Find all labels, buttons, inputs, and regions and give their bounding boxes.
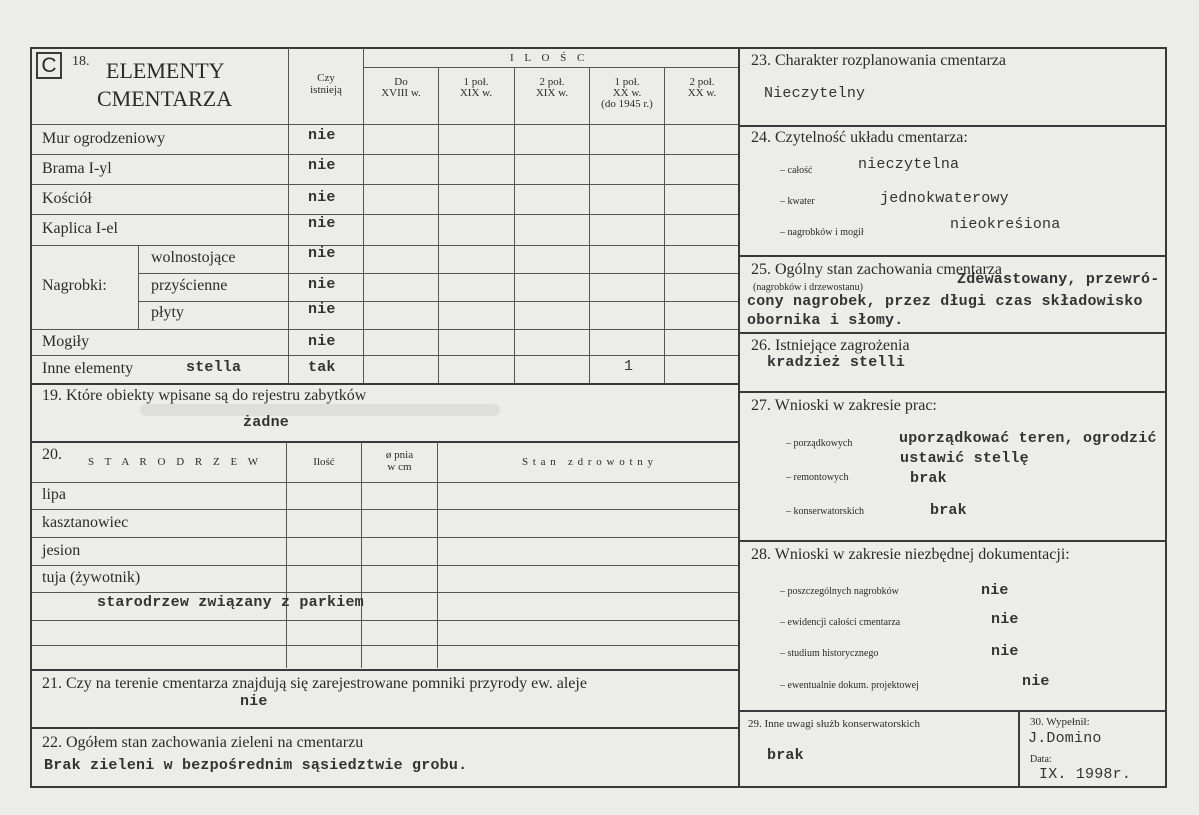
ilosc-trees-header: Ilość [313,456,335,468]
czy-istnieja-header-line1: Czy [317,72,335,84]
starodrzew-note: starodrzew związany z parkiem [97,594,364,611]
period-header-4-line1: 1 poł. [614,76,640,88]
section-25-value-line3: obornika i słomy. [747,312,904,329]
inne-elementy-value: tak [308,359,336,376]
czytelnosc-kwater-label: – kwater [780,196,815,207]
section-25-value-line2: cony nagrobek, przez długi czas składowisko [747,293,1143,310]
section-19-label: 19. Które obiekty wpisane są do rejestru zabytków [42,387,367,404]
mogily-value: nie [308,333,336,350]
grid-line [32,355,738,356]
tree-jesion: jesion [42,542,81,559]
section-18-title-line1: ELEMENTY [106,58,225,83]
dokumentacja-nagrobkow-label: – poszczególnych nagrobków [780,586,899,597]
section-23-value: Nieczytelny [764,85,866,102]
dokumentacja-ewidencji-value: nie [991,611,1019,628]
section-18-number: 18. [72,54,90,69]
stan-zdrowotny-header: S t a n z d r o w o t n y [521,456,655,468]
row-label-brama: Brama I-yl [42,160,112,177]
nagrobki-label: Nagrobki: [42,277,107,294]
grid-line [32,482,738,483]
ilosc-header: I L O Ś C [510,52,589,64]
section-border [739,125,1166,127]
wnioski-remontowych-value: brak [910,470,947,487]
grid-line [361,442,362,668]
section-border [739,391,1166,393]
row-value-brama: nie [308,157,336,174]
section-18-title-line2: CMENTARZA [97,86,233,111]
czytelnosc-nagrobkow-value: nieokreśiona [950,216,1061,233]
grid-line [437,442,438,668]
grid-line [286,442,287,668]
section-border [32,727,738,729]
grid-line [32,124,738,125]
section-border [32,383,738,385]
grid-line [288,48,289,384]
section-19-value: żadne [243,414,290,431]
dokumentacja-nagrobkow-value: nie [981,582,1009,599]
grid-line [32,645,738,646]
section-21-value: nie [240,693,268,710]
wnioski-remontowych-label: – remontowych [786,472,849,483]
section-24-label: 24. Czytelność układu cmentarza: [751,129,968,146]
section-border [739,710,1166,712]
tree-tuja: tuja (żywotnik) [42,569,141,586]
wypelnil-name: J.Domino [1028,730,1102,747]
wnioski-konserwatorskich-value: brak [930,502,967,519]
row-value-kosciol: nie [308,189,336,206]
period-header-3-line1: 2 poł. [539,76,565,88]
inne-elementy-label: Inne elementy [42,360,134,377]
grid-line [138,301,738,302]
dokumentacja-ewidencji-label: – ewidencji całości cmentarza [780,617,901,628]
dokumentacja-projektowej-label: – ewentualnie dokum. projektowej [780,680,919,691]
wnioski-konserwatorskich-label: – konserwatorskich [786,506,865,517]
nagrobki-wolnostojace-value: nie [308,245,336,262]
period-header-2-line2: XIX w. [459,87,493,99]
dokumentacja-studium-value: nie [991,643,1019,660]
nagrobki-plyty-label: płyty [151,304,184,321]
wnioski-porzadkowych-label: – porządkowych [786,438,853,449]
nagrobki-przyscienne-value: nie [308,276,336,293]
grid-line [32,509,738,510]
grid-line [138,273,738,274]
nagrobki-wolnostojace-label: wolnostojące [151,249,236,266]
section-border [32,441,738,443]
czytelnosc-calosc-label: – całość [780,165,813,176]
grid-line [32,565,738,566]
data-value: IX. 1998r. [1039,766,1132,783]
section-25-sub: (nagrobków i drzewostanu) [753,282,863,293]
grid-line [32,620,738,621]
data-label: Data: [1030,754,1052,765]
section-border [739,255,1166,257]
grid-line [138,245,139,329]
period-header-1-line1: Do [394,76,408,88]
grid-line [32,592,738,593]
section-border [739,332,1166,334]
grid-line [32,154,738,155]
section-26-value: kradzież stelli [767,354,906,371]
row-value-kaplica: nie [308,215,336,232]
section-27-label: 27. Wnioski w zakresie prac: [751,397,937,414]
section-22-label: 22. Ogółem stan zachowania zieleni na cmentarzu [42,734,364,751]
grid-line [589,68,590,384]
starodrzew-header: S T A R O D R Z E W [88,456,263,468]
grid-line [32,537,738,538]
row-label-kosciol: Kościół [42,190,92,207]
column-divider [1018,711,1020,788]
inne-elementy-count: 1 [624,358,634,375]
row-value-mur: nie [308,127,336,144]
section-25-value-line1: Zdewastowany, przewró- [957,271,1160,288]
czytelnosc-nagrobkow-label: – nagrobków i mogił [780,227,864,238]
inne-elementy-typed: stella [186,359,242,376]
redaction-smudge [140,404,500,416]
section-29-label: 29. Inne uwagi służb konserwatorskich [748,718,920,730]
pnia-header-line1: ø pnia [385,449,414,461]
period-header-5-line2: XX w. [687,87,717,99]
dokumentacja-studium-label: – studium historycznego [780,648,879,659]
czy-istnieja-header-line2: istnieją [310,84,342,96]
section-29-value: brak [767,747,804,764]
period-header-3-line2: XIX w. [535,87,569,99]
section-20-number: 20. [42,446,62,463]
section-28-label: 28. Wnioski w zakresie niezbędnej dokumentacji: [751,546,1070,563]
period-header-4-line3: (do 1945 r.) [601,98,653,110]
row-label-mur: Mur ogrodzeniowy [42,130,166,147]
grid-line [363,67,738,68]
dokumentacja-projektowej-value: nie [1022,673,1050,690]
tree-kasztanowiec: kasztanowiec [42,514,129,531]
section-26-label: 26. Istniejące zagrożenia [751,337,910,354]
section-23-label: 23. Charakter rozplanowania cmentarza [751,52,1006,69]
czytelnosc-calosc-value: nieczytelna [858,156,960,173]
period-header-4-line2: XX w. [612,87,642,99]
section-letter-box: C [36,52,62,79]
section-30-label: 30. Wypełnił: [1030,716,1090,728]
tree-lipa: lipa [42,486,66,503]
period-header-2-line1: 1 poł. [463,76,489,88]
grid-line [32,329,738,330]
period-header-5-line1: 2 poł. [689,76,715,88]
section-border [32,669,738,671]
mogily-label: Mogiły [42,333,90,350]
grid-line [438,68,439,384]
grid-line [664,68,665,384]
grid-line [32,214,738,215]
section-border [739,540,1166,542]
wnioski-porzadkowych-value-line1: uporządkować teren, ogrodzić [899,430,1157,447]
nagrobki-przyscienne-label: przyścienne [151,277,228,294]
nagrobki-plyty-value: nie [308,301,336,318]
section-22-value: Brak zieleni w bezpośrednim sąsiedztwie grobu. [44,757,468,774]
section-25-label: 25. Ogólny stan zachowania cmentarza [751,261,1003,278]
row-label-kaplica: Kaplica I-el [42,220,118,237]
period-header-1-line2: XVIII w. [381,87,421,99]
czytelnosc-kwater-value: jednokwaterowy [880,190,1009,207]
column-divider [738,47,740,788]
wnioski-porzadkowych-value-line2: ustawić stellę [900,450,1029,467]
grid-line [32,184,738,185]
section-21-label: 21. Czy na terenie cmentarza znajdują się zarejestrowane pomniki przyrody ew. aleje [42,675,587,692]
pnia-header-line2: w cm [387,461,412,473]
grid-line [514,68,515,384]
grid-line [32,245,738,246]
